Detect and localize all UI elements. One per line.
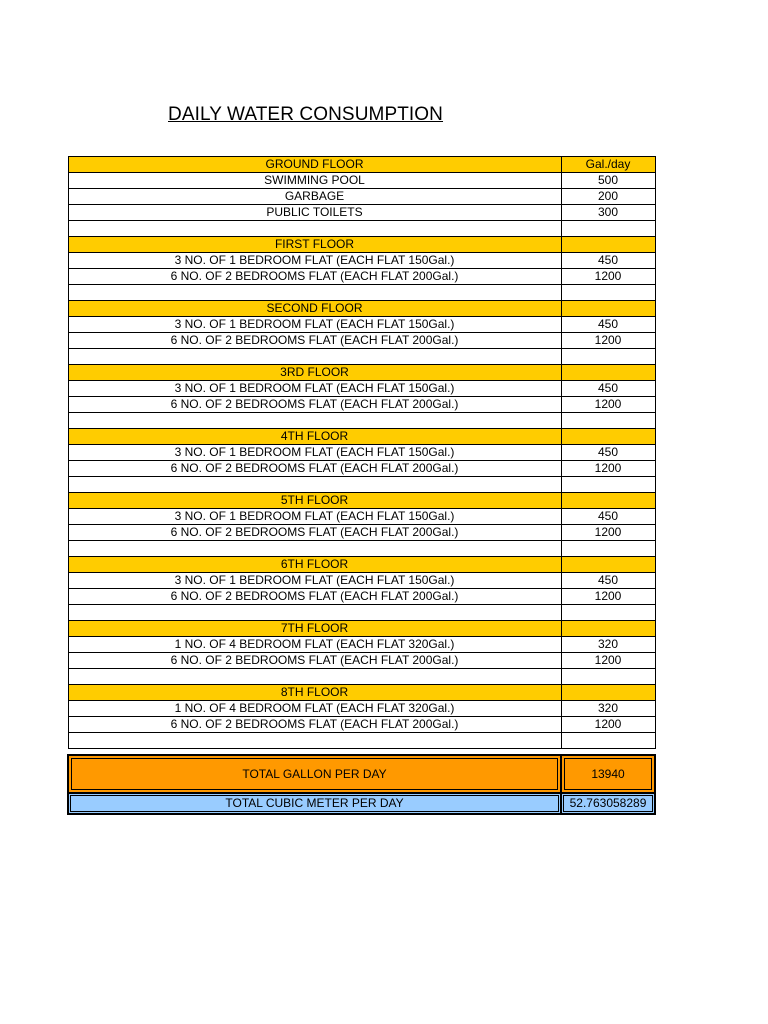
floor-header-row <box>68 621 655 637</box>
value-cell: 1200 <box>561 269 655 285</box>
value-cell: 200 <box>561 189 655 205</box>
value-cell: 320 <box>561 701 655 717</box>
unit-header <box>561 621 655 637</box>
table-row <box>68 397 655 413</box>
item-cell: GARBAGE <box>68 189 561 205</box>
value-cell: 500 <box>561 173 655 189</box>
blank-cell <box>68 413 561 429</box>
total-gallon-row <box>68 755 655 793</box>
table-row <box>68 381 655 397</box>
table-row <box>68 525 655 541</box>
table-row <box>68 717 655 733</box>
floor-header-label: 7TH FLOOR <box>68 621 561 637</box>
item-cell: 3 NO. OF 1 BEDROOM FLAT (EACH FLAT 150Gal.) <box>68 381 561 397</box>
blank-cell <box>68 733 561 749</box>
item-cell: 3 NO. OF 1 BEDROOM FLAT (EACH FLAT 150Gal.) <box>68 445 561 461</box>
floor-header-label: 6TH FLOOR <box>68 557 561 573</box>
table-row <box>68 653 655 669</box>
item-cell: 3 NO. OF 1 BEDROOM FLAT (EACH FLAT 150Gal.) <box>68 509 561 525</box>
value-cell: 450 <box>561 317 655 333</box>
table-row <box>68 189 655 205</box>
total-gallon-value: 13940 <box>564 758 652 790</box>
blank-cell <box>68 541 561 557</box>
water-consumption-table <box>67 156 656 815</box>
blank-row <box>68 349 655 365</box>
table-row <box>68 205 655 221</box>
value-cell: 1200 <box>561 717 655 733</box>
floor-header-row <box>68 429 655 445</box>
table-row <box>68 333 655 349</box>
item-cell: 6 NO. OF 2 BEDROOMS FLAT (EACH FLAT 200Gal.) <box>68 461 561 477</box>
table-row <box>68 509 655 525</box>
blank-cell <box>561 669 655 685</box>
unit-header <box>561 301 655 317</box>
blank-row <box>68 541 655 557</box>
item-cell: 6 NO. OF 2 BEDROOMS FLAT (EACH FLAT 200Gal.) <box>68 397 561 413</box>
blank-cell <box>561 605 655 621</box>
floor-header-row <box>68 685 655 701</box>
item-cell: 6 NO. OF 2 BEDROOMS FLAT (EACH FLAT 200Gal.) <box>68 525 561 541</box>
floor-header-label: 5TH FLOOR <box>68 493 561 509</box>
total-gallon-label-cell <box>68 755 561 793</box>
blank-cell <box>561 477 655 493</box>
total-gallon-label: TOTAL GALLON PER DAY <box>71 758 558 790</box>
item-cell: SWIMMING POOL <box>68 173 561 189</box>
unit-header <box>561 237 655 253</box>
item-cell: 3 NO. OF 1 BEDROOM FLAT (EACH FLAT 150Gal.) <box>68 317 561 333</box>
unit-header <box>561 493 655 509</box>
blank-cell <box>561 221 655 237</box>
page-title: DAILY WATER CONSUMPTION <box>168 104 444 125</box>
total-cubic-label: TOTAL CUBIC METER PER DAY <box>70 795 559 812</box>
value-cell: 1200 <box>561 589 655 605</box>
blank-cell <box>68 669 561 685</box>
value-cell: 450 <box>561 445 655 461</box>
table-row <box>68 253 655 269</box>
blank-row <box>68 221 655 237</box>
item-cell: 6 NO. OF 2 BEDROOMS FLAT (EACH FLAT 200Gal.) <box>68 653 561 669</box>
blank-cell <box>561 349 655 365</box>
unit-header <box>561 429 655 445</box>
blank-row <box>68 733 655 749</box>
table-body <box>68 157 655 815</box>
value-cell: 450 <box>561 573 655 589</box>
value-cell: 1200 <box>561 333 655 349</box>
blank-cell <box>68 477 561 493</box>
table-row <box>68 269 655 285</box>
item-cell: 3 NO. OF 1 BEDROOM FLAT (EACH FLAT 150Gal.) <box>68 573 561 589</box>
floor-header-label: FIRST FLOOR <box>68 237 561 253</box>
total-gallon-value-cell <box>561 755 655 793</box>
table-row <box>68 573 655 589</box>
value-cell: 450 <box>561 381 655 397</box>
item-cell: 6 NO. OF 2 BEDROOMS FLAT (EACH FLAT 200Gal.) <box>68 717 561 733</box>
blank-cell <box>561 413 655 429</box>
floor-header-row <box>68 157 655 173</box>
value-cell: 1200 <box>561 397 655 413</box>
unit-header <box>561 685 655 701</box>
blank-row <box>68 285 655 301</box>
total-cubic-label-cell <box>68 793 561 814</box>
item-cell: 6 NO. OF 2 BEDROOMS FLAT (EACH FLAT 200Gal.) <box>68 333 561 349</box>
total-cubic-row <box>68 793 655 814</box>
value-cell: 450 <box>561 253 655 269</box>
table-row <box>68 589 655 605</box>
floor-header-label: 8TH FLOOR <box>68 685 561 701</box>
value-cell: 1200 <box>561 461 655 477</box>
item-cell: 6 NO. OF 2 BEDROOMS FLAT (EACH FLAT 200Gal.) <box>68 269 561 285</box>
item-cell: 3 NO. OF 1 BEDROOM FLAT (EACH FLAT 150Gal.) <box>68 253 561 269</box>
blank-row <box>68 413 655 429</box>
table-row <box>68 317 655 333</box>
floor-header-label: 4TH FLOOR <box>68 429 561 445</box>
floor-header-row <box>68 365 655 381</box>
item-cell: 6 NO. OF 2 BEDROOMS FLAT (EACH FLAT 200Gal.) <box>68 589 561 605</box>
floor-header-row <box>68 493 655 509</box>
floor-header-row <box>68 557 655 573</box>
blank-cell <box>561 285 655 301</box>
table-row <box>68 701 655 717</box>
table-row <box>68 637 655 653</box>
value-cell: 1200 <box>561 525 655 541</box>
blank-cell <box>68 285 561 301</box>
value-cell: 1200 <box>561 653 655 669</box>
item-cell: PUBLIC TOILETS <box>68 205 561 221</box>
floor-header-label: SECOND FLOOR <box>68 301 561 317</box>
table-row <box>68 173 655 189</box>
total-cubic-value: 52.763058289 <box>563 795 653 812</box>
blank-cell <box>68 221 561 237</box>
table-row <box>68 461 655 477</box>
value-cell: 450 <box>561 509 655 525</box>
floor-header-row <box>68 301 655 317</box>
table-row <box>68 445 655 461</box>
floor-header-label: 3RD FLOOR <box>68 365 561 381</box>
unit-header: Gal./day <box>561 157 655 173</box>
blank-row <box>68 477 655 493</box>
blank-cell <box>561 541 655 557</box>
item-cell: 1 NO. OF 4 BEDROOM FLAT (EACH FLAT 320Gal.) <box>68 701 561 717</box>
blank-row <box>68 669 655 685</box>
blank-cell <box>68 605 561 621</box>
blank-row <box>68 605 655 621</box>
floor-header-label: GROUND FLOOR <box>68 157 561 173</box>
unit-header <box>561 557 655 573</box>
value-cell: 320 <box>561 637 655 653</box>
unit-header <box>561 365 655 381</box>
total-cubic-value-cell <box>561 793 655 814</box>
item-cell: 1 NO. OF 4 BEDROOM FLAT (EACH FLAT 320Gal.) <box>68 637 561 653</box>
value-cell: 300 <box>561 205 655 221</box>
blank-cell <box>68 349 561 365</box>
floor-header-row <box>68 237 655 253</box>
blank-cell <box>561 733 655 749</box>
